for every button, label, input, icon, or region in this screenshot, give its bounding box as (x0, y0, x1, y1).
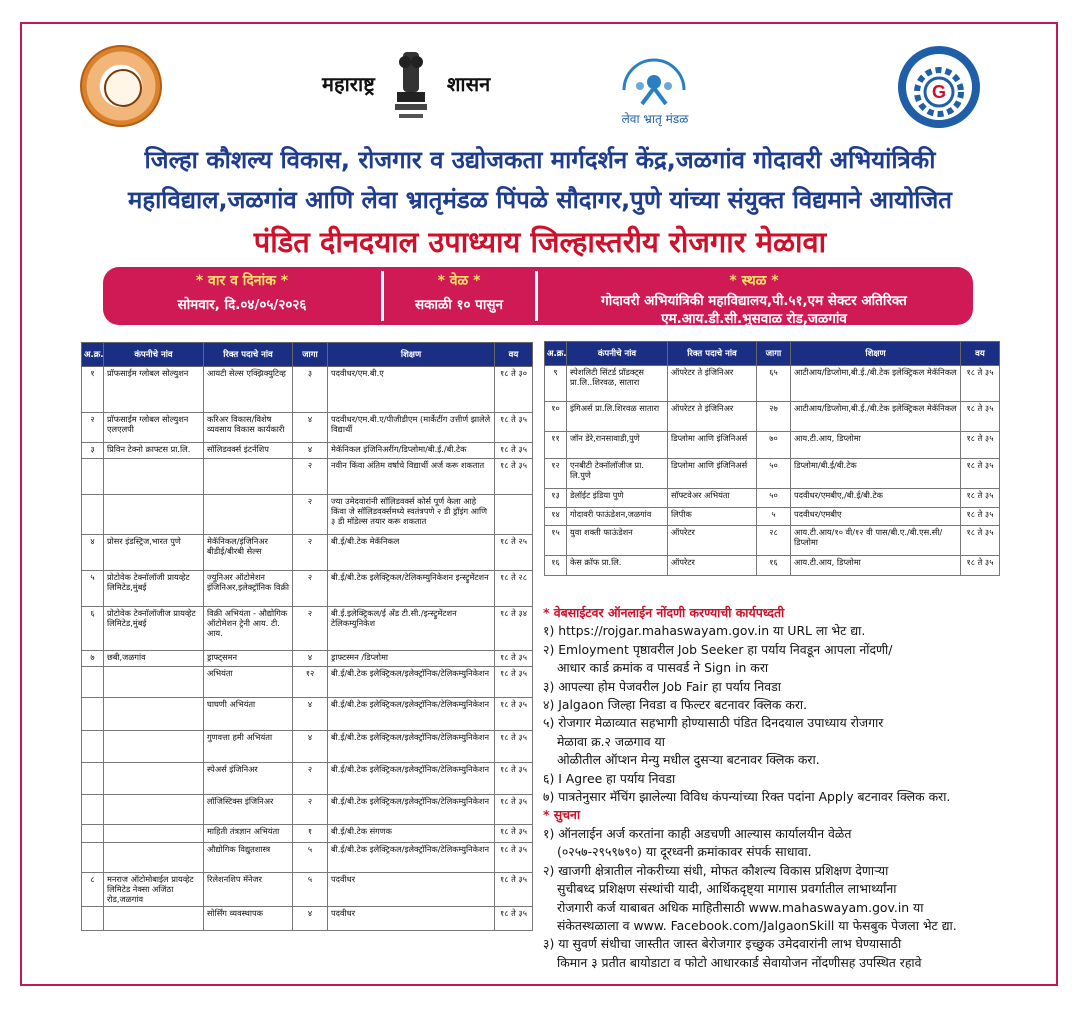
date-heading: * वार व दिनांक * (195, 273, 289, 289)
cell-post: डिप्लोमा आणि इंजिनिअर्स (668, 432, 757, 459)
header-age: वय (961, 342, 1000, 366)
cell-age: १८ ते ३५ (495, 907, 533, 931)
cell-vac: १६ (757, 556, 791, 576)
cell-edu: बी.ई/बी.टेक इलेक्ट्रिकल/इलेक्ट्रॉनिक/टेलिकम्युनिकेशन (328, 843, 495, 873)
cell-company (104, 698, 204, 731)
table-row (82, 651, 533, 667)
table-row (545, 556, 1000, 576)
cell-sr: १६ (545, 556, 567, 576)
time-heading: * वेळ * (437, 273, 481, 289)
procedure-line: २) Emloyment पृष्ठावरील Job Seeker हा पर्याय निवडून आपला नोंदणी/ (543, 641, 893, 657)
table-row (82, 459, 533, 495)
cell-edu: पदवीधर (328, 873, 495, 907)
cell-sr (82, 731, 104, 763)
cell-post: सॉलिडवर्क्स इंटर्नशिप (204, 443, 293, 459)
gov-right-text: शासन (446, 72, 491, 96)
cell-post: लिपीक (668, 508, 757, 526)
cell-age: १८ ते ३५ (495, 698, 533, 731)
cell-age: १८ ते ३५ (495, 413, 533, 443)
date-text: सोमवार, दि.०४/०५/२०२६ (177, 297, 307, 313)
procedure-line: १) https://rojgar.mahaswayam.gov.in या URL ला भेट द्या. (543, 623, 866, 639)
cell-edu: ड्राफ्टस्मन /डिप्लोमा (328, 651, 495, 667)
cell-sr (82, 795, 104, 825)
cell-edu: मेकॅनिकल इंजिनिअरींग/डिप्लोमा/बी.ई./बी.टेक (328, 443, 495, 459)
cell-edu: आय.टी.आय, डिप्लोमा (791, 432, 961, 459)
cell-age: १८ ते ३५ (495, 763, 533, 795)
notes-line: सुचीबध्द प्रशिक्षण संस्थांची यादी, आर्थिकदृष्ट्या मागास प्रवर्गातील लाभार्थ्यांना (557, 881, 897, 897)
header-vacancy: जागा (757, 342, 791, 366)
job-table-right (544, 341, 1000, 576)
header-education: शिक्षण (328, 343, 495, 367)
cell-vac: २ (293, 535, 328, 571)
event-info-banner (103, 267, 973, 325)
notes-list (543, 825, 1013, 972)
cell-post: ऑपरेटर ते इंजिनिअर (668, 366, 757, 402)
cell-age: १८ ते २८ (495, 571, 533, 607)
cell-company (104, 667, 204, 698)
cell-post: ऑपरेटर (668, 556, 757, 576)
notes-heading: * सुचना (543, 807, 581, 823)
cell-sr: ९ (545, 366, 567, 402)
cell-vac: ५ (293, 843, 328, 873)
notes-line: १) ऑनलाईन अर्ज करतांना काही अडचणी आल्यास कार्यालयीन वेळेत (543, 825, 852, 841)
venue-line-1: गोदावरी अभियांत्रिकी महाविद्यालय,पी.५१,एम सेक्टर अतिरिक्त (601, 293, 907, 309)
header-education: शिक्षण (791, 342, 961, 366)
cell-post: लॉजिस्टिक्स इंजिनिअर (204, 795, 293, 825)
cell-sr: १२ (545, 459, 567, 489)
table-row (545, 459, 1000, 489)
header-company: कंपनीचे नांव (104, 343, 204, 367)
cell-post: सोर्सिंग व्यवस्थापक (204, 907, 293, 931)
registration-info (543, 604, 1013, 972)
cell-sr: ४ (82, 535, 104, 571)
cell-age: १८ ते ३५ (495, 459, 533, 495)
cell-vac: २ (293, 495, 328, 535)
cell-vac: ५ (757, 508, 791, 526)
cell-vac: २ (293, 795, 328, 825)
venue-section (539, 267, 969, 325)
cell-vac: ४ (293, 698, 328, 731)
header-post: रिक्त पदाचे नांव (668, 342, 757, 366)
cell-edu: पदवीधर/एमबीए,/बी.ई/बी.टेक (791, 489, 961, 508)
cell-age: १८ ते ३५ (961, 508, 1000, 526)
cell-edu: बी.ई/बी.टेक संगणक (328, 825, 495, 843)
cell-edu: बी.ई/बी.टेक इलेक्ट्रिकल/इलेक्ट्रॉनिक/टेलिकम्युनिकेशन (328, 667, 495, 698)
header-company: कंपनीचे नांव (567, 342, 668, 366)
cell-sr: १० (545, 402, 567, 432)
venue-text (539, 292, 969, 328)
cell-age: १८ ते ३५ (495, 443, 533, 459)
cell-post: स्पेअर्स इंजिनिअर (204, 763, 293, 795)
venue-line-2: एम.आय.डी.सी.भुसवाळ रोड,जळगांव (661, 311, 847, 327)
cell-post: घाघणी अभियंता (204, 698, 293, 731)
cell-company (104, 495, 204, 535)
cell-sr: २ (82, 413, 104, 443)
table-row (545, 526, 1000, 556)
notes-line: रोजगारी कर्ज याबाबत अधिक माहितीसाठी www.mahaswayam.gov.in या (557, 899, 924, 915)
cell-sr: ७ (82, 651, 104, 667)
table-row (82, 367, 533, 413)
cell-post: ऑपरेटर ते इंजिनिअर (668, 402, 757, 432)
cell-company (104, 731, 204, 763)
cell-age: १८ ते ३५ (495, 873, 533, 907)
cell-sr: १४ (545, 508, 567, 526)
cell-company: इंगिअर्स प्रा.लि.शिरवळ सातारा (567, 402, 668, 432)
cell-company: गोदावरी फाऊंडेशन,जळगांव (567, 508, 668, 526)
cell-vac: ५ (293, 873, 328, 907)
table-row (82, 843, 533, 873)
cell-age: १८ ते ३५ (495, 651, 533, 667)
header-post: रिक्त पदाचे नांव (204, 343, 293, 367)
cell-vac: ४ (293, 443, 328, 459)
time-text: सकाळी १० पासुन (415, 297, 503, 313)
cell-post: रिलेशनशिप मॅनेजर (204, 873, 293, 907)
cell-company (104, 763, 204, 795)
cell-edu: बी.ई/बी.टेक मेकॅनिकल (328, 535, 495, 571)
title-line-1: जिल्हा कौशल्य विकास, रोजगार व उद्योजकता मार्गदर्शन केंद्र,जळगांव गोदावरी अभियांत्रिकी (144, 146, 936, 174)
cell-edu: पदवीधर/एम.बी.ए/पीजीडीएम (मार्केटींग उत्तीर्ण झालेले विद्यार्थी (328, 413, 495, 443)
cell-age: १८ ते ३५ (961, 459, 1000, 489)
cell-company: प्रोसर इंडस्ट्रिज,भारत पुणे (104, 535, 204, 571)
cell-sr: ८ (82, 873, 104, 907)
table-row (545, 489, 1000, 508)
table-row (82, 907, 533, 931)
cell-vac: २ (293, 763, 328, 795)
notes-line: (०२५७-२९५९७९०) या दूरध्वनी क्रमांकावर संपर्क साधावा. (557, 844, 812, 860)
cell-sr (82, 667, 104, 698)
cell-age: १८ ते ३५ (495, 667, 533, 698)
table-row (82, 495, 533, 535)
cell-sr: ३ (82, 443, 104, 459)
cell-vac: २८ (757, 526, 791, 556)
cell-edu: आय.टी.आय/१० वी/१२ वी पास/बी.ए./बी.एस.सी/डिप्लोमा (791, 526, 961, 556)
svg-text:G: G (931, 82, 947, 102)
cell-company: प्रिविन टेक्नो क्राफ्टस प्रा.लि. (104, 443, 204, 459)
table-row (545, 508, 1000, 526)
skill-development-logo (80, 45, 162, 127)
cell-company (104, 843, 204, 873)
cell-age: १८ ते ३४ (495, 607, 533, 651)
cell-post: माहिती तंत्रज्ञान अभियंता (204, 825, 293, 843)
cell-vac: २ (293, 607, 328, 651)
godavari-college-logo (896, 44, 982, 130)
cell-company: स्पेशलिटी सिंटर्ड प्रॉडक्ट्स प्रा.लि..शिरवळ, सातारा (567, 366, 668, 402)
table-row (545, 366, 1000, 402)
gov-left-text: महाराष्ट्र (322, 72, 375, 96)
cell-company (104, 795, 204, 825)
cell-sr: ६ (82, 607, 104, 651)
header-sr: अ.क्र. (545, 342, 567, 366)
cell-age: १८ ते ३५ (961, 526, 1000, 556)
cell-sr (82, 907, 104, 931)
cell-edu: पदवीधर/एमबीए (791, 508, 961, 526)
procedure-line: ४) Jalgaon जिल्हा निवडा व फिल्टर बटनावर क्लिक करा. (543, 697, 808, 713)
cell-edu: ज्या उमेदवारांनी सॉलिडवर्क्स कोर्स पूर्ण केला आहे किंवा जे सॉलिडवर्क्समध्ये स्वतंत्रपणे २ डी ड्रॉइंग आणि ३ डी मॉडेल्स तयार करू शकतात (328, 495, 495, 535)
cell-vac: ४ (293, 731, 328, 763)
cell-post: ऑपरेटर (668, 526, 757, 556)
cell-edu: बी.ई/बी.टेक इलेक्ट्रिकल/टेलिकम्युनिकेशन इन्स्ट्रुमेंटशन (328, 571, 495, 607)
cell-age: १८ ते २५ (495, 535, 533, 571)
cell-post: करिअर विकास/विशेष व्यवसाय विकास कार्यकारी (204, 413, 293, 443)
venue-heading: * स्थळ * (729, 273, 779, 289)
national-emblem-icon (391, 48, 431, 126)
cell-post: डिप्लोमा आणि इंजिनिअर्स (668, 459, 757, 489)
title-line-2: महाविद्याल,जळगांव आणि लेवा भ्रातृमंडळ पिंपळे सौदागर,पुणे यांच्या संयुक्त विद्यमाने आयोजित (128, 186, 952, 214)
cell-edu: बी.ई/बी.टेक इलेक्ट्रिकल/इलेक्ट्रॉनिक/टेलिकम्युनिकेशन (328, 795, 495, 825)
cell-edu: बी.ई.इलेक्ट्रिकल/ई अँड टी.सी./इन्स्ट्रुमेंटशन टेलिकम्युनिकेश (328, 607, 495, 651)
cell-company (104, 907, 204, 931)
notes-line: संकेतस्थळाला व www. Facebook.com/JalgaonSkill या फेसबुक पेजला भेट द्या. (557, 917, 957, 933)
table-header-row (545, 342, 1000, 366)
cell-company: एनबीटी टेक्नॉलॉजीज प्रा. लि.पुणे (567, 459, 668, 489)
cell-vac: २७ (757, 402, 791, 432)
cell-post (204, 495, 293, 535)
cell-company: जॉन डेरे,रानसावाडी,पुणे (567, 432, 668, 459)
cell-vac: २ (293, 459, 328, 495)
cell-edu: आटीआय/डिप्लोमा,बी.ई./बी.टेक इलेक्ट्रिकल मेकॅनिकल (791, 402, 961, 432)
cell-vac: ६५ (757, 366, 791, 402)
cell-post: औद्योगिक विद्युतशास्त्र (204, 843, 293, 873)
cell-post: आयटी सेल्स एक्झिक्युटिव्ह (204, 367, 293, 413)
table-row (82, 413, 533, 443)
cell-age: १८ ते ३५ (495, 825, 533, 843)
cell-edu: आटीआय/डिप्लोमा,बी.ई./बी.टेक इलेक्ट्रिकल मेकॅनिकल (791, 366, 961, 402)
cell-post: ड्राफ्ट्समन (204, 651, 293, 667)
cell-vac: ५० (757, 489, 791, 508)
cell-edu: बी.ई/बी.टेक इलेक्ट्रिकल/इलेक्ट्रॉनिक/टेलिकम्युनिकेशन (328, 731, 495, 763)
cell-age (495, 495, 533, 535)
cell-post: गुणवत्ता हमी अभियंता (204, 731, 293, 763)
cell-vac: १२ (293, 667, 328, 698)
cell-vac: २ (293, 571, 328, 607)
cell-sr: ५ (82, 571, 104, 607)
date-section (103, 267, 381, 325)
cell-company: प्रोटोवेक टेक्नॉलॉजीज प्रायव्हेट लिमिटेड,मुंबई (104, 607, 204, 651)
cell-company: प्रॉफसाईम ग्लोबल सोल्युशन एलएलपी (104, 413, 204, 443)
cell-company: प्रोटोवेक टेक्नॉलॉजी प्रायव्हेट लिमिटेड,मुंबई (104, 571, 204, 607)
cell-vac: ५० (757, 459, 791, 489)
job-table-left (81, 342, 533, 931)
table-row (82, 607, 533, 651)
table-row (82, 763, 533, 795)
table-header-row (82, 343, 533, 367)
cell-edu: पदवीधर/एम.बी.ए (328, 367, 495, 413)
header-vacancy: जागा (293, 343, 328, 367)
cell-edu: आय.टी.आय, डिप्लोमा (791, 556, 961, 576)
cell-edu: डिप्लोमा/बी.ई/बी.टेक (791, 459, 961, 489)
procedure-line: मेळावा क्र.२ जळगाव या (557, 733, 665, 749)
cell-sr: १३ (545, 489, 567, 508)
notes-line: किमान ३ प्रतीत बायोडाटा व फोटो आधारकार्ड सेवायोजन नोंदणीसह उपस्थित रहावे (557, 954, 922, 970)
cell-age: १८ ते ३० (495, 367, 533, 413)
cell-age: १८ ते ३५ (961, 556, 1000, 576)
procedure-line: आधार कार्ड क्रमांक व पासवर्ड ने Sign in करा (557, 660, 769, 676)
procedure-line: ६) I Agree हा पर्याय निवडा (543, 770, 676, 786)
cell-sr (82, 825, 104, 843)
procedure-line: ३) आपल्या होम पेजवरील Job Fair हा पर्याय निवडा (543, 678, 781, 694)
cell-company: प्रॉफसाईम ग्लोबल सोल्युशन (104, 367, 204, 413)
header-sr: अ.क्र. (82, 343, 104, 367)
cell-age: १८ ते ३५ (495, 795, 533, 825)
notes-line: ३) या सुवर्ण संधीचा जास्तीत जास्त बेरोजगार इच्छुक उमेदवारांनी लाभ घेण्यासाठी (543, 936, 902, 952)
event-title: पंडित दीनदयाल उपाध्याय जिल्हास्तरीय रोजगार मेळावा (253, 225, 827, 259)
table-row (82, 571, 533, 607)
cell-post (204, 459, 293, 495)
cell-company (104, 825, 204, 843)
cell-vac: १ (293, 825, 328, 843)
cell-age: १८ ते ३५ (961, 366, 1000, 402)
cell-edu: बी.ई/बी.टेक इलेक्ट्रिकल/इलेक्ट्रॉनिक/टेलिकम्युनिकेशन (328, 763, 495, 795)
cell-edu: बी.ई/बी.टेक इलेक्ट्रिकल/इलेक्ट्रॉनिक/टेलिकम्युनिकेशन (328, 698, 495, 731)
cell-age: १८ ते ३५ (961, 402, 1000, 432)
cell-vac: ४ (293, 907, 328, 931)
cell-vac: ४ (293, 413, 328, 443)
table-row (82, 873, 533, 907)
cell-vac: ७० (757, 432, 791, 459)
table-row (82, 795, 533, 825)
cell-sr (82, 843, 104, 873)
procedure-list (543, 622, 1013, 806)
cell-vac: ४ (293, 651, 328, 667)
cell-post: अभियंता (204, 667, 293, 698)
cell-sr (82, 698, 104, 731)
table-row (82, 667, 533, 698)
cell-company: डेलॉईट इंडिया पुणे (567, 489, 668, 508)
cell-company: छबी,जळगांव (104, 651, 204, 667)
notes-line: २) खाजगी क्षेत्रातील नोकरीच्या संधी, मोफत कौशल्य विकास प्रशिक्षण देणाऱ्या (543, 862, 889, 878)
cell-post: विक्री अभियंता - औद्योगिक ऑटोमेशन ट्रेनी आय. टी. आय. (204, 607, 293, 651)
cell-company: केस क्रॉफ प्रा.लि. (567, 556, 668, 576)
cell-sr (82, 763, 104, 795)
cell-post: मेकॅनिकल/इंजिनिअर बीडीई/बीरबी सेल्स (204, 535, 293, 571)
table-row (82, 825, 533, 843)
cell-company (104, 459, 204, 495)
table-row (82, 698, 533, 731)
cell-sr: ११ (545, 432, 567, 459)
cell-company: मनराज ऑटोमोबाईल प्रायव्हेट लिमिटेड नेक्सा अजिंठा रोड,जळगांव (104, 873, 204, 907)
procedure-line: ५) रोजगार मेळाव्यात सहभागी होण्यासाठी पंडित दिनदयाल उपाध्याय रोजगार (543, 715, 884, 731)
cell-sr (82, 495, 104, 535)
time-section (385, 267, 533, 325)
procedure-line: ओळीतील ऑप्शन मेन्यु मधील दुसऱ्या बटनावर क्लिक करा. (557, 752, 820, 768)
cell-company: युवा शक्ती फाऊंडेशन (567, 526, 668, 556)
cell-post: ज्युनिअर ऑटोमेशन इंजिनिअर,इलेक्ट्रॉनिक विक्री (204, 571, 293, 607)
cell-edu: पदवीधर (328, 907, 495, 931)
table-row (545, 402, 1000, 432)
table-row (82, 731, 533, 763)
leva-logo-label: लेवा भ्रातृ मंडळ (621, 112, 689, 126)
cell-vac: ३ (293, 367, 328, 413)
cell-age: १८ ते ३५ (495, 731, 533, 763)
header-age: वय (495, 343, 533, 367)
table-row (545, 432, 1000, 459)
cell-sr (82, 459, 104, 495)
cell-age: १८ ते ३५ (495, 843, 533, 873)
cell-edu: नवीन किंवा अंतिम वर्षाचे विद्यार्थी अर्ज करू शकतात (328, 459, 495, 495)
procedure-line: ७) पात्रतेनुसार मॅचिंग झालेल्या विविध कंपन्यांच्या रिक्त पदांना Apply बटनावर क्लिक करा. (543, 789, 951, 805)
cell-age: १८ ते ३५ (961, 489, 1000, 508)
cell-post: सॉफ्टवेअर अभियंता (668, 489, 757, 508)
cell-sr: १ (82, 367, 104, 413)
cell-age: १८ ते ३५ (961, 432, 1000, 459)
cell-sr: १५ (545, 526, 567, 556)
table-row (82, 535, 533, 571)
table-row (82, 443, 533, 459)
procedure-heading: * वेबसाईटवर ऑनलाईन नोंदणी करण्याची कार्यपध्दती (543, 605, 785, 620)
